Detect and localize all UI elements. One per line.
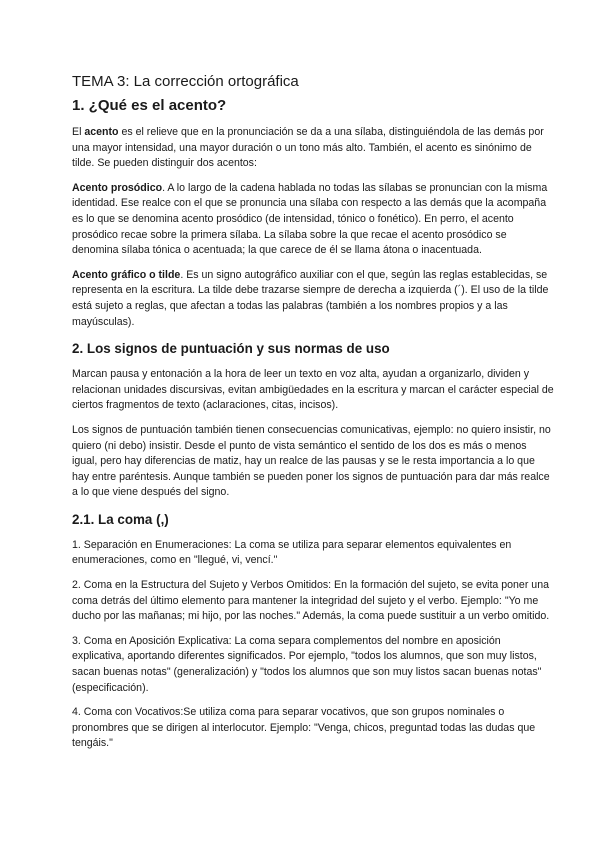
bold-term-acento-grafico: Acento gráfico o tilde xyxy=(72,268,181,281)
section-heading-la-coma: 2.1. La coma (,) xyxy=(72,511,169,527)
section-heading-signos-puntuacion: 2. Los signos de puntuación y sus normas de uso xyxy=(72,341,390,357)
paragraph-puntuacion-consecuencias: Los signos de puntuación también tienen consecuencias comunicativas, ejemplo: no quiero insistir, no quiero (ni debo) insistir. Desde el punto de vista semántico el sentido de los dos es más o menos igual, pero hay diferencias de matiz, hay un realce de las pausas y se le resta importancia a lo que hay entre paréntesis. Aunque también se pueden poner los signos de puntuación para dar más realce a lo que viene después del signo. xyxy=(72,423,551,499)
paragraph-acento-definition xyxy=(72,125,554,172)
paragraph-acento-grafico xyxy=(72,268,554,330)
text-run: . A lo largo de la cadena hablada no todas las sílabas se pronuncian con la misma identidad. Ese realce con el que se pronuncia una sílaba con respecto a las demás que la acompaña es lo que se denomina acento prosódico (de intensidad, tónico o fonético). En perro, el acento prosódico recae sobre la primera sílaba. La sílaba sobre la que recae el acento prosódico se denomina sílaba tónica o acentuada; la que carece de él se llama átona o inacentuada. xyxy=(72,181,548,257)
paragraph-puntuacion-funcion: Marcan pausa y entonación a la hora de leer un texto en voz alta, ayudan a organizarlo, dividen y relacionan unidades discursivas, evitan ambigüedades en la escritura y marcan el carácter especial de ciertos fragmentos de texto (aclaraciones, citas, incisos). xyxy=(72,368,554,412)
document-title: TEMA 3: La corrección ortográfica xyxy=(72,73,299,90)
text-run: es el relieve que en la pronunciación se da a una sílaba, distinguiéndola de las demás por una mayor intensidad, una mayor duración o un tono más alto. También, el acento es sinónimo de tilde. Se pueden distinguir dos acentos: xyxy=(72,126,544,170)
bold-term-acento-prosodico: Acento prosódico xyxy=(72,181,163,194)
text-run: . Es un signo autográfico auxiliar con el que, según las reglas establecidas, se representa en la escritura. La tilde debe trazarse siempre de derecha a izquierda (´). El uso de la tilde está sujeto a reglas, que afectan a todas las palabras (también a los nombres propios y a las mayúsculas). xyxy=(72,268,549,328)
paragraph-acento-prosodico xyxy=(72,181,554,259)
section-heading-acento: 1. ¿Qué es el acento? xyxy=(72,97,227,114)
text-run: El xyxy=(72,126,85,138)
list-item-coma-sujeto-verbos: 2. Coma en la Estructura del Sujeto y Verbos Omitidos: En la formación del sujeto, se evita poner una coma detrás del último elemento para mantener la integridad del sujeto y el verbo. Ejemplo: "Yo me ducho por las mañanas; mi hijo, por las noches." Además, la coma puede sustituir a un verbo omitido. xyxy=(72,579,550,623)
bold-term-acento: acento xyxy=(84,126,119,138)
list-item-coma-aposicion: 3. Coma en Aposición Explicativa: La coma separa complementos del nombre en aposición explicativa, aportando diferentes significados. Por ejemplo, "todos los alumnos, que son muy listos, sacan buenas notas" (generalización) y "todos los alumnos que son muy listos sacan buenas notas" (especificación). xyxy=(72,634,542,694)
list-item-coma-vocativos: 4. Coma con Vocativos:Se utiliza coma para separar vocativos, que son grupos nominales o pronombres que se dirigen al interlocutor. Ejemplo: "Venga, chicos, preguntad todas las dudas que tengáis." xyxy=(72,706,536,750)
list-item-coma-enumeraciones: 1. Separación en Enumeraciones: La coma se utiliza para separar elementos equivalentes en enumeraciones, como en "llegué, vi, vencí." xyxy=(72,538,512,567)
